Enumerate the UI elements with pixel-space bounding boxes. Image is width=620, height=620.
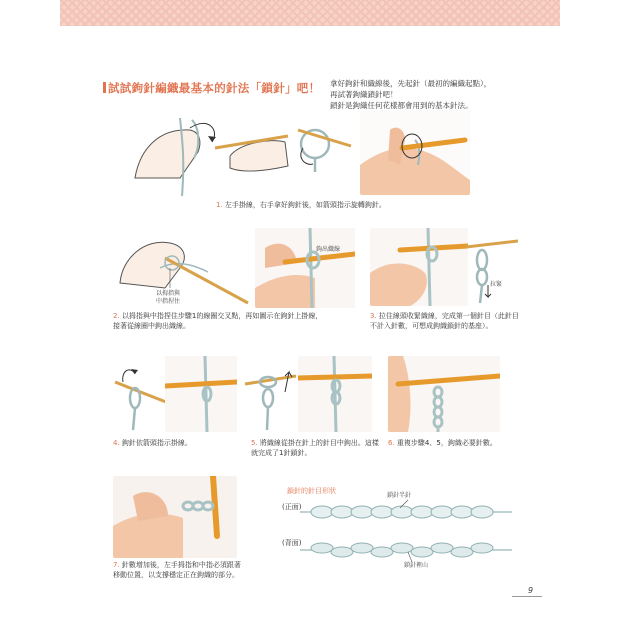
step7-photo bbox=[113, 476, 237, 558]
step-number: 2. bbox=[113, 312, 120, 320]
step4-caption bbox=[113, 438, 192, 448]
intro-text bbox=[330, 78, 491, 111]
step2-photo bbox=[255, 228, 355, 308]
step-text: 移動位置，以支撐穩定正在鉤織的部分。 bbox=[113, 571, 239, 579]
section-heading: 試試鉤針編織最基本的針法「鎖針」吧！ bbox=[108, 81, 321, 95]
step7-caption bbox=[113, 560, 241, 580]
intro-line: 拿好鉤針和織線後，先起針（最初的編織起點）， bbox=[330, 79, 492, 88]
step-number: 6. bbox=[388, 439, 395, 447]
step-number: 4. bbox=[113, 439, 120, 447]
tighten-label: 拉緊 bbox=[490, 281, 503, 288]
back-bump-label: 鎖針裡山 bbox=[404, 562, 429, 569]
step4-illustration bbox=[113, 362, 168, 432]
step-text: 拉住線頭收緊織線，完成第一個針目（此針目 bbox=[378, 312, 519, 320]
chain-front-diagram bbox=[300, 498, 515, 526]
step-text: 不計入針數，可想成鉤織鎖針的基座）。 bbox=[370, 322, 493, 330]
step-number: 7. bbox=[113, 561, 120, 569]
step-text: 重複步驟4、5，鉤織必要針數。 bbox=[396, 439, 497, 447]
step5-caption bbox=[251, 438, 379, 458]
step-text: 以拇指與中指捏住步驟1的線圈交叉點，再如圖示在鉤針上掛線， bbox=[121, 312, 323, 320]
step5-photo bbox=[298, 356, 372, 432]
step1-loop-illustration bbox=[293, 122, 353, 172]
step1-hands-illustration bbox=[120, 108, 290, 198]
step5-illustration bbox=[243, 362, 298, 432]
step-text: 就完成了1針鎖針。 bbox=[251, 449, 312, 457]
intro-line: 再試著鉤織鎖針吧！ bbox=[330, 90, 398, 99]
pull-out-label: 鉤出織線 bbox=[316, 246, 341, 253]
heading-marker bbox=[103, 82, 106, 93]
step-number: 5. bbox=[251, 439, 258, 447]
step2-caption bbox=[113, 311, 322, 331]
step-number: 1. bbox=[216, 201, 223, 209]
front-side-label: (正面) bbox=[282, 503, 302, 511]
step6-caption bbox=[388, 438, 497, 448]
step1-photo bbox=[360, 110, 470, 195]
step-text: 針數增加後，左手拇指和中指必須跟著 bbox=[121, 561, 241, 569]
step-text: 接著從線圈中鉤出織線。 bbox=[113, 322, 190, 330]
step6-photo bbox=[388, 356, 500, 432]
step3-photo bbox=[370, 228, 468, 306]
step-text: 鉤針依箭頭指示掛線。 bbox=[121, 439, 192, 447]
back-side-label: (背面) bbox=[282, 539, 302, 547]
step3-knot-illustration bbox=[466, 235, 521, 305]
step-number: 3. bbox=[370, 312, 377, 320]
page-number-rule bbox=[512, 596, 542, 597]
step-text: 將織線從掛在針上的針目中鉤出。這樣 bbox=[259, 439, 379, 447]
page-number: 9 bbox=[528, 586, 534, 595]
pinch-label-line: 中指捏住 bbox=[156, 298, 181, 305]
step1-caption bbox=[216, 200, 386, 210]
intro-line: 鎖針是鉤織任何花樣都會用到的基本針法。 bbox=[330, 101, 473, 110]
header-banner bbox=[60, 0, 560, 26]
step3-caption bbox=[370, 311, 519, 331]
pinch-label-line: 以拇指與 bbox=[156, 290, 181, 297]
step-text: 左手掛線，右手拿好鉤針後，如箭頭指示旋轉鉤針。 bbox=[224, 201, 386, 209]
pinch-label bbox=[156, 290, 180, 306]
front-half-label: 鎖針半針 bbox=[387, 492, 412, 499]
step4-photo bbox=[165, 356, 237, 432]
chain-shape-title: 鎖針的針目形狀 bbox=[287, 487, 336, 495]
